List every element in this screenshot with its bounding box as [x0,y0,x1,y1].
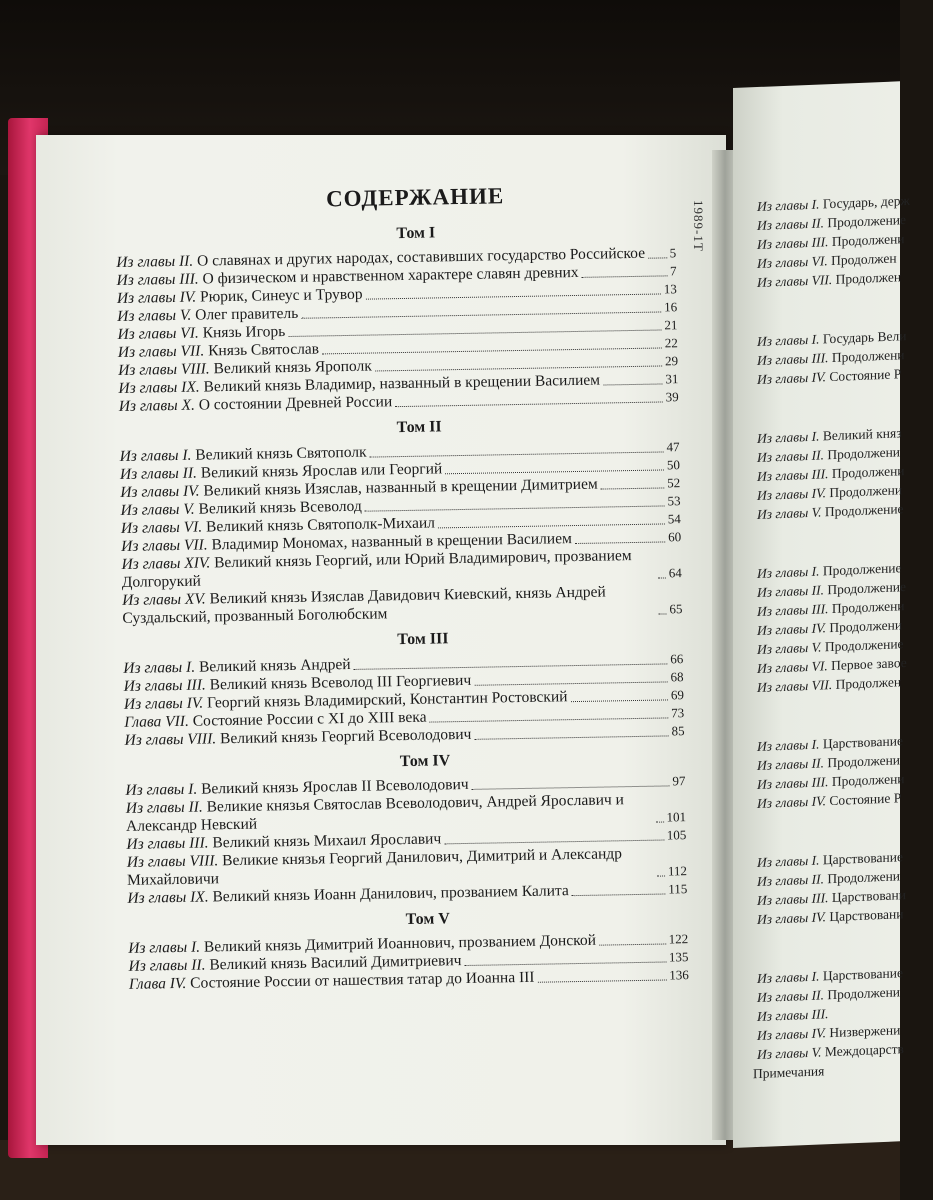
right-toc-text: Продолжени [829,482,903,501]
right-toc-text: Царствование [822,849,903,868]
dot-leader [582,275,667,277]
right-toc-text: Продолжение [827,212,907,231]
toc-entry-page: 101 [666,809,687,825]
toc-entry-page: 22 [664,335,678,351]
toc-entry-chapter: Из главы II. [119,464,198,483]
toc-entry-chapter: Из главы X. [118,396,196,415]
toc-entry-title: Великий князь Всеволод [198,497,362,518]
dot-leader [395,401,663,407]
dot-leader [572,894,666,897]
toc-entry-page: 21 [664,317,678,333]
toc-entry-page: 115 [668,881,688,897]
toc-entry-title: Князь Игорь [202,323,286,342]
right-toc-text: Продолжени [827,444,901,463]
toc-entry-chapter: Из главы VIII. [118,360,210,379]
right-toc-text: Состояние Р [829,790,902,809]
toc-entry-chapter: Из главы II. [128,956,206,975]
toc-entry-page: 5 [669,245,677,261]
toc-entry-page: 122 [668,931,689,947]
right-toc-text: Продолжение [824,501,904,520]
toc-entry-title: Великий князь Димитрий Иоаннович, прозванием Донской [203,931,597,956]
toc-entry-page: 112 [667,863,688,879]
right-toc-group [733,730,933,814]
toc-entry-chapter: Из главы IV. [120,482,200,501]
volume-section [116,220,679,416]
volume-heading: Том I [396,224,436,243]
dot-leader [430,717,669,722]
toc-entry-title: Состояние России от нашествия татар до Иоанна III [190,968,535,992]
toc-entry-chapter: Из главы IX. [118,378,200,397]
toc-entry-chapter: Из главы IX. [127,888,209,907]
right-toc-group [733,557,933,698]
toc-entry-page: 29 [664,353,679,369]
toc-entry-page: 13 [663,281,677,297]
right-page-toc [733,190,933,1124]
right-toc-group [733,422,933,525]
toc-entry-title: Великий князь Ярослав II Всеволодович [200,775,469,798]
toc-entry-chapter: Из главы II. [116,252,194,271]
right-toc-group [733,846,933,930]
right-toc-text: Междоцарств [824,1041,904,1060]
right-toc-chapter: Из главы I. [757,852,820,871]
dot-leader [657,876,665,877]
dot-leader [472,785,670,789]
volume-section [119,414,682,628]
toc-entry-chapter: Глава IV. [128,974,187,993]
right-toc-text: Продолжени [831,771,905,790]
right-toc-chapter: Из главы IV. [757,793,827,812]
toc-entry-page: 39 [665,389,679,405]
toc-entry-title: Князь Святослав [207,340,320,360]
right-toc-text: Царствовани [829,906,904,925]
volume-section [125,748,688,908]
right-toc-text: Продолжени [827,752,901,771]
right-toc-chapter: Из главы IV. [757,909,827,928]
right-toc-chapter: Из главы I. [757,563,820,582]
right-toc-chapter: Из главы II. [757,447,825,466]
toc-entry-title: Великий князь Ярослав или Георгий [200,460,443,482]
dot-leader [656,822,664,823]
toc-entry-page: 50 [666,457,681,473]
toc-entry-title: Великий князь Святополк-Михаил [205,514,436,536]
dot-leader [601,487,665,489]
toc-entry-title: Великие князья Георгий Данилович, Димитрий и Александр Михайловичи [126,845,623,889]
right-toc-chapter: Из главы I. [757,968,820,987]
right-toc-chapter: Из главы V. [757,504,822,523]
toc-entry-title: Состояние России с XI до XIII века [192,708,427,730]
right-toc-chapter: Из главы VI. [757,253,828,272]
dot-leader [474,681,667,685]
right-toc-chapter: Из главы V. [757,1044,822,1063]
toc-entry-chapter: Из главы IV. [123,694,204,713]
spine-code: 1989-1Т [691,200,706,252]
toc-entry-title: О физическом и нравственном характере славян древних [202,263,579,288]
toc-entry-title: О славянах и других народах, составивших государство Российское [196,244,646,270]
toc-entry-chapter: Из главы VII. [117,342,205,361]
toc-entry-text [119,393,393,416]
toc-entry-page: 85 [671,723,685,739]
toc-entry-chapter: Из главы VI. [117,324,199,343]
volume-section [128,906,689,994]
volume-heading: Том II [396,418,442,437]
toc-entry-chapter: Из главы VII. [121,536,208,555]
right-toc-chapter: Из главы III. [757,350,829,369]
toc-entry-chapter: Из главы XV. [122,590,206,609]
toc-entry-title: О состоянии Древней России [198,393,393,414]
dot-leader [465,962,667,967]
toc-entry-page: 97 [672,773,686,789]
toc-entry-page: 53 [667,493,681,509]
right-toc-chapter: Из главы III. [757,601,829,620]
toc-entry-title: Великий князь Изяслав, названный в крещении Димитрием [203,475,598,500]
toc-entry-title: Великий князь Иоанн Данилович, прозванием Калита [212,882,569,906]
toc-entry-chapter: Из главы I. [125,780,198,799]
toc-entry-page: 135 [668,949,689,965]
toc-body [116,220,689,994]
right-toc-chapter: Из главы IV. [757,485,827,504]
right-toc-chapter: Из главы IV. [757,620,827,639]
right-toc-text: Продолжение [827,579,907,598]
right-toc-text: Продолжени [831,347,905,366]
toc-entry-chapter: Из главы V. [117,306,192,325]
right-toc-chapter: Из главы VII. [757,272,833,291]
toc-entry-chapter: Из главы I. [119,446,192,465]
toc-entry-title: Великий князь Георгий Всеволодович [219,725,472,748]
toc-entry-chapter: Из главы VIII. [126,852,219,871]
toc-entry-chapter: Из главы I. [123,658,196,677]
right-toc-text: Великий княз [822,425,902,444]
toc-entry-page: 60 [668,529,682,545]
dot-leader [474,735,668,739]
right-toc-text: Царствование [822,733,903,752]
dot-leader [444,840,664,845]
right-toc-text: Продолжени [829,617,903,636]
right-toc-chapter: Из главы IV. [757,369,827,388]
toc-entry-title: Великий князь Михаил Ярославич [212,830,442,852]
toc-entry-page: 16 [663,299,678,315]
right-toc-chapter: Из главы III. [757,774,829,793]
toc-entry-title: Великий князь Василий Димитриевич [209,952,462,974]
toc-entry-page: 69 [670,687,685,703]
right-toc-text: Продолжение [824,636,904,655]
right-toc-group [733,190,933,293]
right-toc-text: Продолжен [831,250,897,269]
right-toc-chapter: Из главы II. [757,871,825,890]
toc-entry-title: Олег правитель [195,304,299,324]
right-toc-chapter: Из главы I. [757,331,820,350]
toc-entry-page: 65 [669,601,683,617]
toc-entry-page: 7 [669,263,677,279]
toc-entry-chapter: Из главы IV. [116,288,197,307]
dot-leader [445,469,664,474]
notes-label: Примечания [753,1063,825,1082]
dot-leader [658,613,666,614]
toc-entry-page: 73 [671,705,685,721]
toc-entry-page: 64 [668,565,682,581]
dot-leader [599,944,666,946]
dot-leader [538,979,667,982]
toc-entry-chapter: Из главы XIV. [121,554,211,573]
toc-entry-page: 31 [665,371,679,387]
right-toc-text: Низвержени [829,1022,901,1041]
right-toc-chapter: Из главы III. [757,890,829,909]
toc-entry-chapter: Из главы V. [120,500,195,519]
right-toc-chapter: Из главы III. [757,1006,829,1025]
toc-entry-title: Великий князь Андрей [198,655,351,676]
right-toc-chapter: Из главы IV. [757,1025,827,1044]
toc-entry-title: Великий князь Всеволод III Георгиевич [209,671,472,694]
right-toc-chapter: Из главы II. [757,215,825,234]
toc-entry-title: Великий князь Святополк [195,443,367,464]
toc-entry-chapter: Из главы VIII. [124,730,217,749]
right-toc-chapter: Из главы III. [757,234,829,253]
right-toc-text: Царствовани [831,887,906,906]
right-toc-group [733,325,933,390]
toc-entry-chapter: Из главы III. [126,834,209,853]
toc-entry-chapter: Из главы II. [125,798,203,817]
toc-entry-chapter: Из главы I. [128,938,201,957]
table-of-contents [115,180,689,998]
right-toc-chapter: Из главы VI. [757,658,828,677]
table-surface [0,1140,900,1200]
right-toc-chapter: Из главы III. [757,466,829,485]
dot-leader [571,699,668,702]
right-toc-text: Продолжен [835,674,902,692]
toc-entry-chapter: Глава VII. [124,712,190,731]
toc-entry-page: 47 [666,439,680,455]
toc-entry-page: 66 [670,651,684,667]
right-toc-chapter: Из главы I. [757,428,820,447]
right-toc-text: Продолжени [827,868,901,887]
volume-section [123,626,685,750]
right-toc-text: Государь Вели [822,328,907,347]
toc-entry-title: Великий князь Ярополк [213,357,372,378]
right-toc-text: Продолжени [831,463,905,482]
right-toc-text: Царствование [822,965,903,984]
dot-leader [438,523,665,528]
dot-leader [658,577,666,578]
right-toc-chapter: Из главы II. [757,755,825,774]
toc-entry-chapter: Из главы III. [123,676,206,695]
volume-heading: Том IV [399,752,451,771]
toc-entry-page: 105 [666,827,687,843]
right-toc-chapter: Из главы V. [757,639,822,658]
right-toc-chapter: Из главы I. [757,196,820,215]
dot-leader [575,541,665,544]
toc-entry-title: Рюрик, Синеус и Трувор [199,285,363,306]
toc-entry-title: Великий князь Георгий, или Юрий Владимирович, прозванием Долгорукий [121,547,632,591]
dot-leader [603,383,662,385]
toc-entry-title: Георгий князь Владимирский, Константин Ростовский [206,688,568,712]
right-toc-text: Состояние Р [829,366,902,385]
right-toc-group [733,962,933,1084]
toc-entry-page: 68 [670,669,684,685]
toc-entry-chapter: Из главы VI. [120,518,203,537]
right-toc-text: Продолжение [822,560,902,579]
toc-entry-title: Великий князь Изяслав Давидович Киевский, князь Андрей Суздальский, прозванный Боголюбским [122,583,606,627]
right-toc-text: Первое завое [831,655,907,674]
right-toc-text: Продолжени [831,231,905,250]
right-toc-text: Государь, держ [822,192,910,212]
dot-leader [648,257,667,258]
toc-entry-chapter: Из главы III. [116,270,199,289]
right-page [733,81,910,1148]
right-toc-chapter: Из главы I. [757,736,820,755]
toc-entry-page: 136 [669,967,689,983]
toc-entry-title: Владимир Мономах, названный в крещении Василием [211,530,572,554]
toc-entry-title: Великие князья Святослав Всеволодович, Андрей Ярославич и Александр Невский [125,791,625,835]
volume-heading: Том III [397,630,449,649]
right-toc-chapter: Из главы VII. [757,677,833,696]
right-toc-text: Продолжен [835,269,902,287]
right-toc-text: Продолжени [831,598,905,617]
toc-entry-title: Великий князь Владимир, названный в крещении Василием [203,371,601,396]
right-toc-text: Продолжени [827,984,901,1003]
toc-title: СОДЕРЖАНИЕ [325,183,505,212]
volume-heading: Том V [405,910,450,929]
toc-entry-page: 54 [667,511,681,527]
right-toc-chapter: Из главы II. [757,987,825,1006]
right-toc-chapter: Из главы II. [757,582,825,601]
toc-entry-page: 52 [667,475,681,491]
